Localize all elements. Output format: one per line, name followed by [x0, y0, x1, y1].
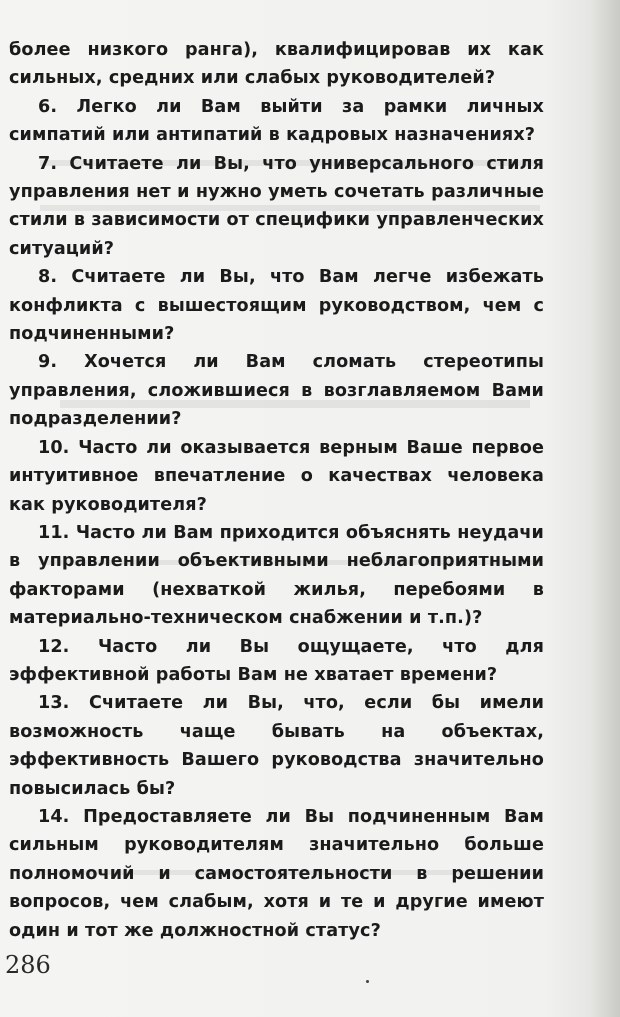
question-text	[9, 36, 544, 945]
question-10: 10. Часто ли оказывается верным Ваше первое интуитивное впечатление о качествах человека как руководителя?	[9, 437, 544, 515]
question-7: 7. Считаете ли Вы, что универсального стиля управления нет и нужно уметь сочетать различные стили в зависимости от специфики управленческих ситуаций?	[9, 153, 544, 259]
page-number: 286	[5, 951, 51, 979]
question-14: 14. Предоставляете ли Вы подчиненным Вам сильным руководителям значительно больше полномочий и самостоятельности в решении вопросов, чем слабым, хотя и те и другие имеют один и тот же должностной статус?	[9, 806, 544, 941]
question-8: 8. Считаете ли Вы, что Вам легче избежать конфликта с вышестоящим руководством, чем с подчиненными?	[9, 267, 544, 345]
question-12: 12. Часто ли Вы ощущаете, что для эффективной работы Вам не хватает времени?	[9, 636, 544, 685]
question-9: 9. Хочется ли Вам сломать стереотипы управления, сложившиеся в возглавляемом Вами подразделении?	[9, 352, 544, 430]
question-6: 6. Легко ли Вам выйти за рамки личных симпатий или антипатий в кадровых назначениях?	[9, 96, 544, 146]
question-continuation: более низкого ранга), квалифицировав их как сильных, средних или слабых руководителей?	[9, 40, 544, 89]
question-13: 13. Считаете ли Вы, что, если бы имели возможность чаще бывать на объектах, эффективность Вашего руководства значительно повысилась бы?	[9, 693, 544, 799]
print-speck	[366, 980, 369, 983]
question-11: 11. Часто ли Вам приходится объяснять неудачи в управлении объективными неблагоприятными факторами (нехваткой жилья, перебоями в материально-техническом снабжении и т.п.)?	[9, 522, 544, 629]
